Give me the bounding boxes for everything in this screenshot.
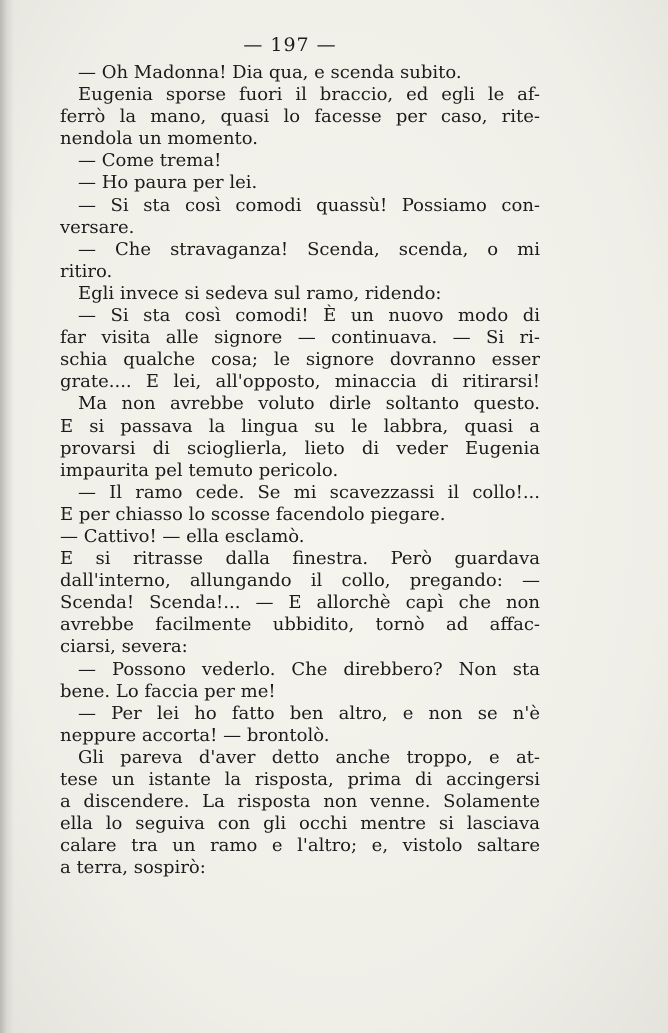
- text-line: avrebbe facilmente ubbidito, tornò ad affac-: [60, 614, 540, 636]
- text-line: ferrò la mano, quasi lo facesse per caso, rite-: [60, 106, 540, 128]
- text-line: Ma non avrebbe voluto dirle soltanto questo.: [78, 393, 540, 415]
- text-line: ritiro.: [60, 260, 113, 282]
- text-line: nendola un momento.: [60, 128, 259, 150]
- text-line: schia qualche cosa; le signore dovranno esser: [60, 349, 540, 371]
- text-line: Gli pareva d'aver detto anche troppo, e at-: [78, 746, 540, 768]
- body-text: [60, 62, 540, 879]
- text-line: grate.... E lei, all'opposto, minaccia di ritirarsi!: [60, 371, 540, 393]
- text-line: — Ho paura per lei.: [78, 172, 258, 194]
- text-line: impaurita pel temuto pericolo.: [60, 459, 339, 481]
- text-line: — Come trema!: [78, 150, 222, 172]
- text-line: — Si sta così comodi! È un nuovo modo di: [78, 305, 540, 327]
- text-line: — Per lei ho fatto ben altro, e non se n'è: [78, 702, 540, 724]
- text-line: provarsi di scioglierla, lieto di veder Eugenia: [60, 437, 540, 459]
- text-line: — Cattivo! — ella esclamò.: [60, 525, 305, 547]
- text-line: E per chiasso lo scosse facendolo piegare.: [60, 503, 446, 525]
- text-line: a terra, sospirò:: [60, 857, 206, 879]
- text-line: neppure accorta! — brontolò.: [60, 724, 330, 746]
- text-line: — Che stravaganza! Scenda, scenda, o mi: [78, 238, 540, 260]
- text-line: — Il ramo cede. Se mi scavezzassi il collo!...: [78, 481, 540, 503]
- text-line: — Si sta così comodi quassù! Possiamo con-: [78, 194, 540, 216]
- text-line: ella lo seguiva con gli occhi mentre si lasciava: [60, 813, 540, 835]
- text-line: bene. Lo faccia per me!: [60, 680, 276, 702]
- text-line: — Oh Madonna! Dia qua, e scenda subito.: [78, 62, 462, 83]
- page-number: — 197 —: [243, 34, 337, 56]
- text-line: far visita alle signore — continuava. — Si ri-: [60, 327, 540, 349]
- text-line: Scenda! Scenda!... — E allorchè capì che non: [60, 592, 540, 614]
- page-binding-edge: [0, 0, 14, 1033]
- text-line: E si passava la lingua su le labbra, quasi a: [60, 415, 540, 437]
- text-line: calare tra un ramo e l'altro; e, vistolo saltare: [60, 835, 540, 857]
- text-line: versare.: [60, 216, 135, 238]
- text-line: — Possono vederlo. Che direbbero? Non sta: [78, 658, 540, 680]
- text-line: Egli invece si sedeva sul ramo, ridendo:: [78, 282, 442, 304]
- text-line: dall'interno, allungando il collo, pregando: —: [60, 570, 540, 592]
- text-line: a discendere. La risposta non venne. Solamente: [60, 791, 540, 813]
- text-line: tese un istante la risposta, prima di accingersi: [60, 769, 540, 790]
- text-line: E si ritrasse dalla finestra. Però guardava: [60, 548, 540, 570]
- text-line: Eugenia sporse fuori il braccio, ed egli le af-: [78, 84, 540, 106]
- text-line: ciarsi, severa:: [60, 636, 188, 658]
